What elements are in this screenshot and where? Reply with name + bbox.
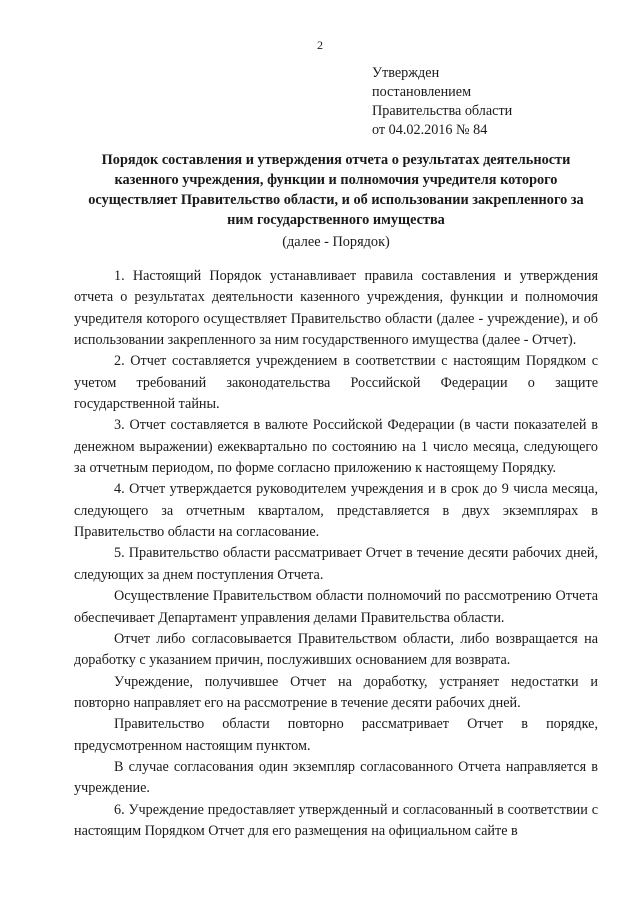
- paragraph-4: 4. Отчет утверждается руководителем учреждения и в срок до 9 числа месяца, следующего за отчетным кварталом, представляется в двух экземплярах в Правительство области на согласование.: [74, 481, 598, 541]
- paragraph-5-3: Учреждение, получившее Отчет на доработку, устраняет недостатки и повторно направляет его на рассмотрение в течение десяти рабочих дней.: [74, 673, 598, 711]
- paragraph-5: 5. Правительство области рассматривает Отчет в течение десяти рабочих дней, следующих за днем поступления Отчета.: [74, 545, 598, 583]
- paragraph-3: 3. Отчет составляется в валюте Российской Федерации (в части показателей в денежном выражении) ежеквартально по состоянию на 1 число месяца, следующего за отчетным периодом, по форме согласно приложению к настоящему Порядку.: [74, 417, 598, 477]
- paragraph-5-4: Правительство области повторно рассматривает Отчет в порядке, предусмотренном настоящим пунктом.: [74, 716, 598, 754]
- paragraph-1: 1. Настоящий Порядок устанавливает правила составления и утверждения отчета о результатах деятельности казенного учреждения, функции и полномочия учредителя которого осуществляет Правительство области (далее - учреждение), и об использовании закрепленного за ним государственного имущества (далее - Отчет).: [74, 268, 598, 349]
- approval-line: постановлением: [372, 84, 472, 100]
- paragraph-6: 6. Учреждение предоставляет утвержденный и согласованный в соответствии с настоящим Порядком Отчет для его размещения на официальном сайте в: [74, 801, 598, 839]
- document-subtitle: (далее - Порядок): [282, 234, 390, 250]
- title-line: Порядок составления и утверждения отчета о результатах деятельности: [101, 152, 571, 168]
- approval-line: от 04.02.2016 № 84: [372, 122, 488, 138]
- paragraph-5-1: Осуществление Правительством области полномочий по рассмотрению Отчета обеспечивает Департамент управления делами Правительства области.: [74, 588, 598, 626]
- document-body: [74, 266, 598, 842]
- title-line: осуществляет Правительство области, и об использовании закрепленного за: [88, 192, 584, 208]
- title-line: казенного учреждения, функции и полномочия учредителя которого: [114, 172, 558, 188]
- paragraph-5-5: В случае согласования один экземпляр согласованного Отчета направляется в учреждение.: [74, 758, 598, 797]
- approval-block: [372, 64, 512, 140]
- approval-line: Правительства области: [372, 103, 513, 119]
- paragraph-5-2: Отчет либо согласовывается Правительством области, либо возвращается на доработку с указанием причин, послуживших основанием для возврата.: [74, 630, 598, 669]
- paragraph-2: 2. Отчет составляется учреждением в соответствии с настоящим Порядком с учетом требований законодательства Российской Федерации о защите государственной тайны.: [74, 353, 598, 413]
- page-number: 2: [317, 38, 323, 52]
- document-title: [74, 150, 598, 230]
- title-line: ним государственного имущества: [227, 212, 445, 228]
- approval-line: Утвержден: [372, 65, 440, 81]
